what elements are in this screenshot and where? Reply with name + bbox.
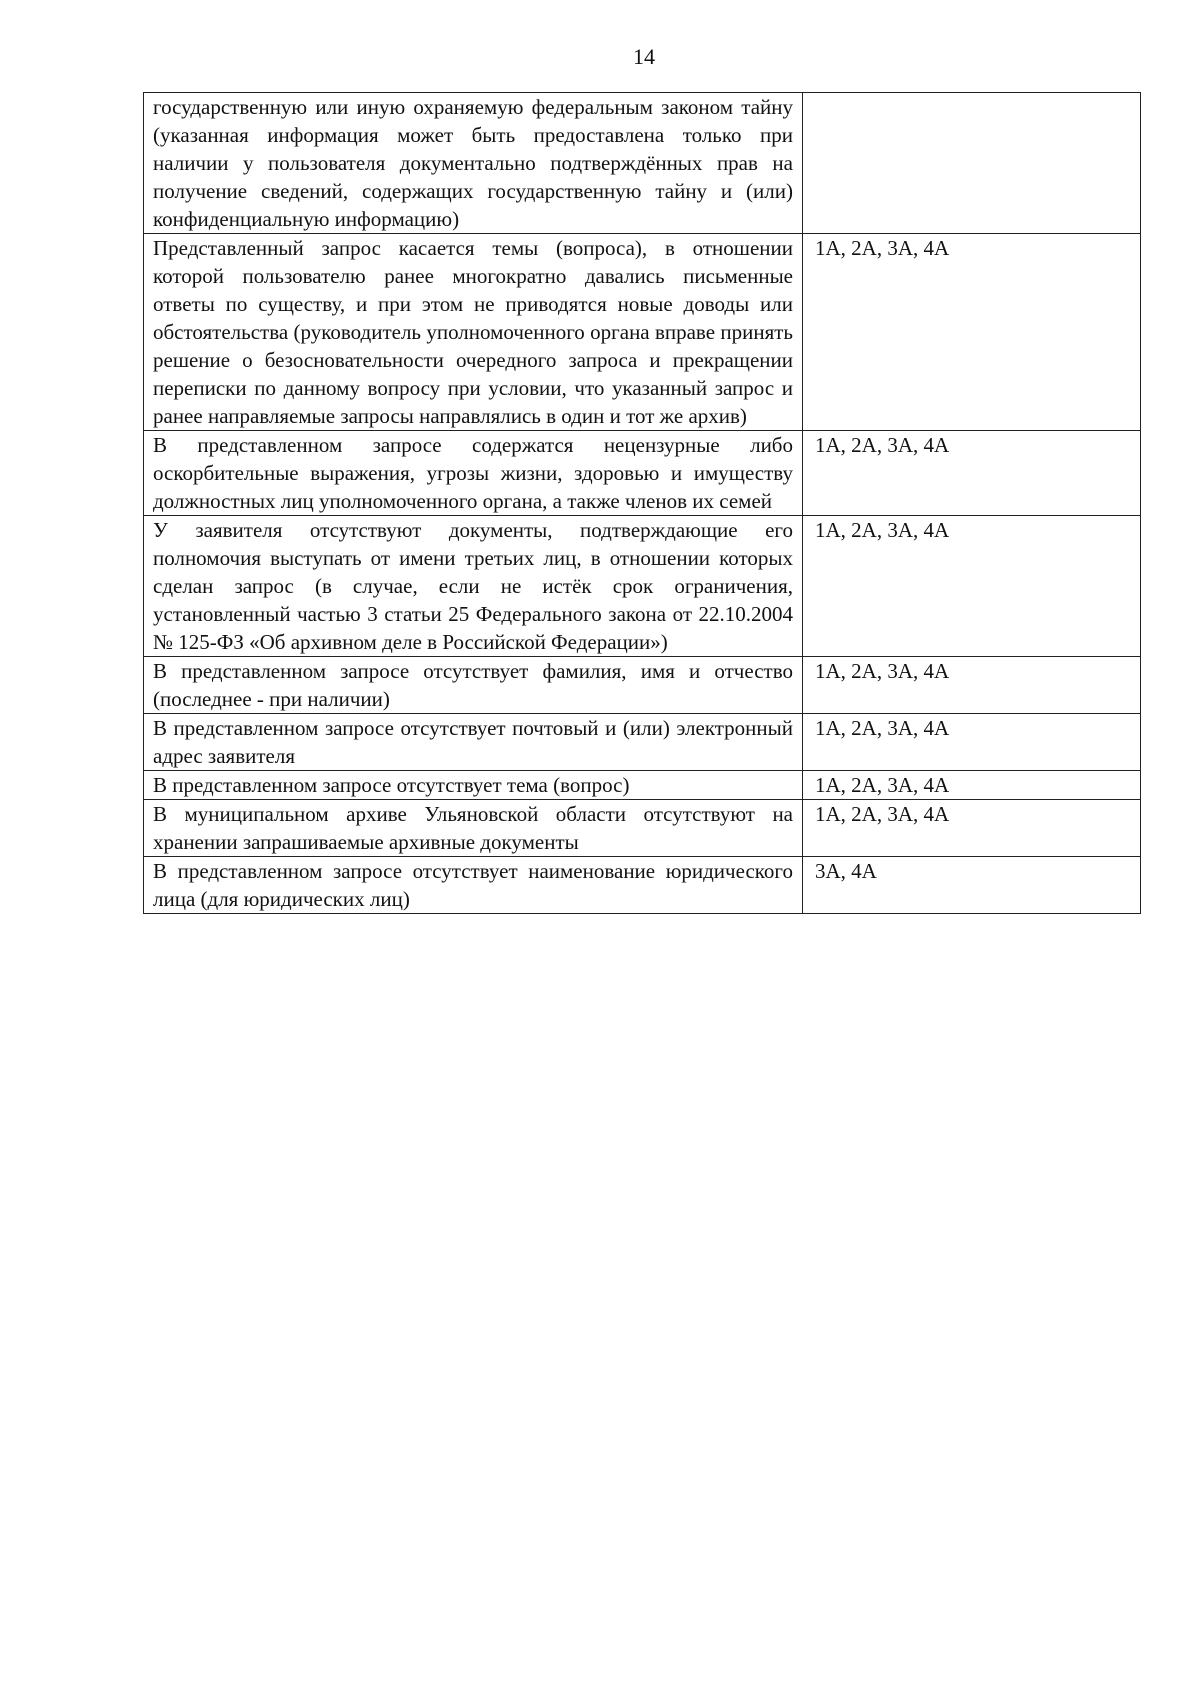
table-row — [144, 516, 1141, 657]
codes-cell: 1А, 2А, 3А, 4А — [803, 516, 1141, 657]
codes-cell: 1А, 2А, 3А, 4А — [803, 657, 1141, 714]
table-row — [144, 800, 1141, 857]
table-row — [144, 714, 1141, 771]
table-row — [144, 431, 1141, 516]
page-number: 14 — [633, 44, 655, 69]
refusal-grounds-table — [143, 92, 1141, 914]
codes-cell: 1А, 2А, 3А, 4А — [803, 800, 1141, 857]
reason-cell: У заявителя отсутствуют документы, подтверждающие его полномочия выступать от имени третьих лиц, в отношении которых сделан запрос (в случае, если не истёк срок ограничения, установленный частью 3 статьи 25 Федерального закона от 22.10.2004 № 125-ФЗ «Об архивном деле в Российской Федерации») — [144, 516, 803, 657]
table-row — [144, 857, 1141, 914]
codes-cell: 1А, 2А, 3А, 4А — [803, 431, 1141, 516]
reason-cell: В представленном запросе отсутствует фамилия, имя и отчество (последнее - при наличии) — [144, 657, 803, 714]
reason-cell: В представленном запросе содержатся нецензурные либо оскорбительные выражения, угрозы жизни, здоровью и имуществу должностных лиц уполномоченного органа, а также членов их семей — [144, 431, 803, 516]
reason-cell: В представленном запросе отсутствует почтовый и (или) электронный адрес заявителя — [144, 714, 803, 771]
codes-cell — [803, 93, 1141, 234]
table-row — [144, 234, 1141, 431]
codes-cell: 1А, 2А, 3А, 4А — [803, 771, 1141, 800]
codes-cell: 1А, 2А, 3А, 4А — [803, 714, 1141, 771]
codes-cell: 1А, 2А, 3А, 4А — [803, 234, 1141, 431]
reason-cell: государственную или иную охраняемую федеральным законом тайну (указанная информация может быть предоставлена только при наличии у пользователя документально подтверждённых прав на получение сведений, содержащих государственную тайну и (или) конфиденциальную информацию) — [144, 93, 803, 234]
reason-cell: В представленном запросе отсутствует тема (вопрос) — [144, 771, 803, 800]
table-row — [144, 93, 1141, 234]
table-row — [144, 771, 1141, 800]
reason-cell: Представленный запрос касается темы (вопроса), в отношении которой пользователю ранее многократно давались письменные ответы по существу, и при этом не приводятся новые доводы или обстоятельства (руководитель уполномоченного органа вправе принять решение о безосновательности очередного запроса и прекращении переписки по данному вопросу при условии, что указанный запрос и ранее направляемые запросы направлялись в один и тот же архив) — [144, 234, 803, 431]
codes-cell: 3А, 4А — [803, 857, 1141, 914]
reason-cell: В представленном запросе отсутствует наименование юридического лица (для юридических лиц) — [144, 857, 803, 914]
reason-cell: В муниципальном архиве Ульяновской области отсутствуют на хранении запрашиваемые архивные документы — [144, 800, 803, 857]
table-row — [144, 657, 1141, 714]
